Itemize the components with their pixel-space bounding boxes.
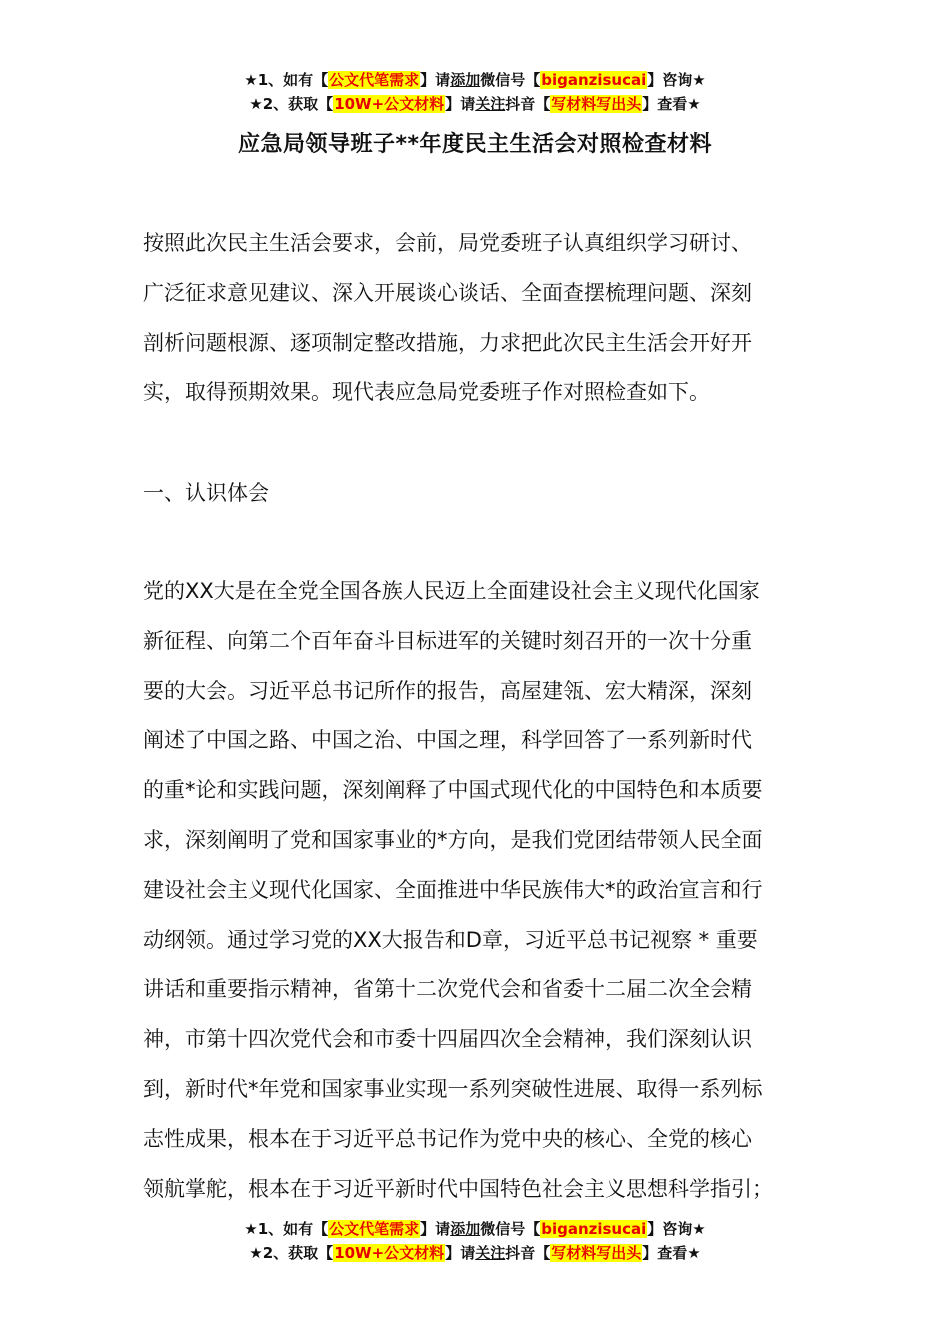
promo-footer-bottom [0, 1217, 950, 1265]
paragraph-line: 动纲领。通过学习党的XX大报告和D章，习近平总书记视察 * 重要 [143, 927, 758, 952]
promo-text: 】请 [420, 1220, 451, 1238]
paragraph-line: 要的大会。习近平总书记所作的报告，高屋建瓴、宏大精深，深刻 [143, 678, 752, 703]
promo-text: 】请 [445, 95, 476, 113]
promo-text: 】请 [445, 1244, 476, 1262]
promo-underlined: 添加 [450, 1220, 481, 1238]
promo-text: ★2、获取【 [249, 95, 334, 113]
paragraph-line: 广泛征求意见建议、深入开展谈心谈话、全面查摆梳理问题、深刻 [143, 280, 752, 305]
promo-line-1 [0, 1217, 950, 1241]
paragraph-line: 领航掌舵，根本在于习近平新时代中国特色社会主义思想科学指引； [143, 1176, 773, 1201]
promo-text: ★1、如有【 [244, 1220, 329, 1238]
paragraph-line: 讲话和重要指示精神，省第十二次党代会和省委十二届二次全会精 [143, 977, 752, 1002]
promo-highlight: 写材料写出头 [551, 1244, 642, 1262]
promo-line-2 [0, 1241, 950, 1265]
paragraph-line: 新征程、向第二个百年奋斗目标进军的关键时刻召开的一次十分重 [143, 628, 752, 653]
document-title: 应急局领导班子**年度民主生活会对照检查材料 [237, 132, 712, 157]
section-heading [143, 469, 833, 519]
promo-highlight: 公文代笔需求 [329, 1220, 420, 1238]
promo-text: 】咨询★ [647, 1220, 706, 1238]
body-paragraph [143, 567, 833, 1214]
paragraph-line: 实，取得预期效果。现代表应急局党委班子作对照检查如下。 [143, 380, 710, 405]
promo-highlight: 10W+公文材料 [334, 95, 445, 113]
promo-text: 抖音【 [505, 1244, 551, 1262]
promo-highlight: 10W+公文材料 [334, 1244, 445, 1262]
paragraph-line: 到，新时代*年党和国家事业实现一系列突破性进展、取得一系列标 [143, 1076, 763, 1101]
promo-highlight: 写材料写出头 [551, 95, 642, 113]
promo-text: 】咨询★ [647, 71, 706, 89]
paragraph-line: 求，深刻阐明了党和国家事业的*方向，是我们党团结带领人民全面 [143, 827, 763, 852]
promo-header-top [0, 68, 950, 116]
promo-text: 】查看★ [642, 95, 701, 113]
promo-highlight: 公文代笔需求 [329, 71, 420, 89]
promo-text: 微信号【 [480, 71, 541, 89]
paragraph-line: 按照此次民主生活会要求，会前，局党委班子认真组织学习研讨、 [143, 231, 752, 255]
intro-paragraph [143, 219, 833, 418]
promo-text: ★1、如有【 [244, 71, 329, 89]
paragraph-line: 阐述了中国之路、中国之治、中国之理，科学回答了一系列新时代 [143, 728, 752, 753]
promo-underlined: 关注 [475, 1244, 506, 1262]
promo-text: ★2、获取【 [249, 1244, 334, 1262]
promo-line-1 [0, 68, 950, 92]
section-heading-text: 一、认识体会 [143, 481, 269, 505]
promo-highlight: biganzisucai [541, 71, 647, 89]
paragraph-line: 党的XX大是在全党全国各族人民迈上全面建设社会主义现代化国家 [143, 579, 760, 603]
promo-text: 】请 [420, 71, 451, 89]
paragraph-line: 志性成果，根本在于习近平总书记作为党中央的核心、全党的核心 [143, 1126, 752, 1151]
promo-text: 微信号【 [480, 1220, 541, 1238]
paragraph-line: 剖析问题根源、逐项制定整改措施，力求把此次民主生活会开好开 [143, 330, 752, 355]
promo-underlined: 关注 [475, 95, 506, 113]
promo-text: 抖音【 [505, 95, 551, 113]
promo-line-2 [0, 92, 950, 116]
promo-underlined: 添加 [450, 71, 481, 89]
promo-highlight: biganzisucai [541, 1220, 647, 1238]
paragraph-line: 建设社会主义现代化国家、全面推进中华民族伟大*的政治宣言和行 [143, 877, 763, 902]
paragraph-line: 神，市第十四次党代会和市委十四届四次全会精神，我们深刻认识 [143, 1027, 752, 1052]
paragraph-line: 的重*论和实践问题，深刻阐释了中国式现代化的中国特色和本质要 [143, 778, 763, 803]
promo-text: 】查看★ [642, 1244, 701, 1262]
